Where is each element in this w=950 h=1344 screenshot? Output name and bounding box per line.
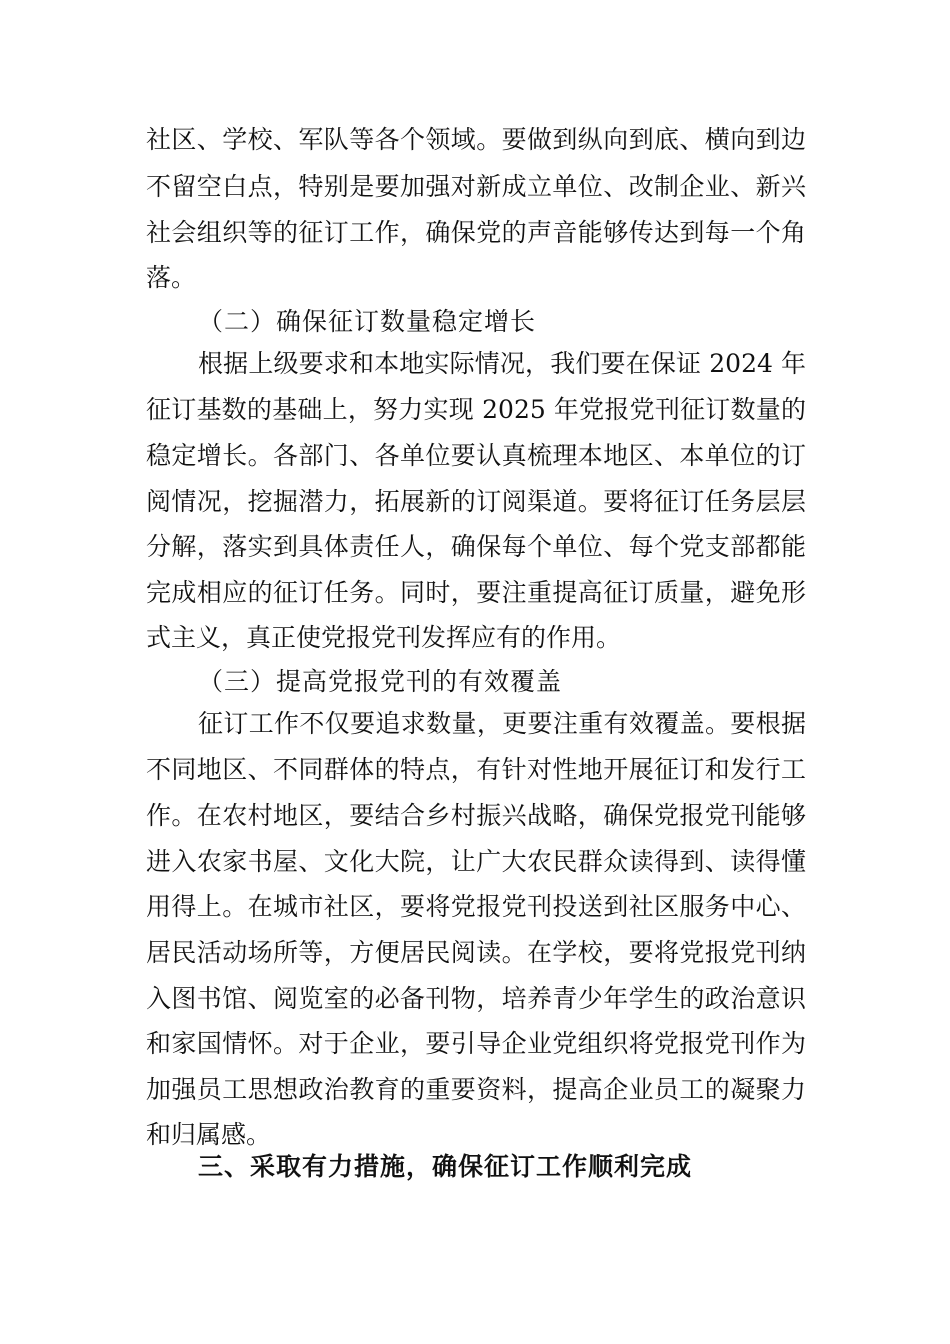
paragraph-line: 完成相应的征订任务。同时，要注重提高征订质量，避免形	[146, 578, 806, 607]
paragraph-line: 稳定增长。各部门、各单位要认真梳理本地区、本单位的订	[146, 441, 806, 470]
paragraph-line: 式主义，真正使党报党刊发挥应有的作用。	[146, 623, 622, 652]
paragraph-line: 征订基数的基础上，努力实现 2025 年党报党刊征订数量的	[146, 395, 806, 424]
paragraph-line: 不同地区、不同群体的特点，有针对性地开展征订和发行工	[146, 755, 806, 784]
paragraph-line: 加强员工思想政治教育的重要资料，提高企业员工的凝聚力	[146, 1075, 806, 1104]
paragraph-line: 用得上。在城市社区，要将党报党刊投送到社区服务中心、	[146, 892, 806, 921]
paragraph-line: 根据上级要求和本地实际情况，我们要在保证 2024 年	[198, 349, 806, 378]
paragraph-line: 和家国情怀。对于企业，要引导企业党组织将党报党刊作为	[146, 1029, 806, 1058]
paragraph-line: 社区、学校、军队等各个领域。要做到纵向到底、横向到边	[146, 125, 806, 154]
subheading-three: （三）提高党报党刊的有效覆盖	[198, 667, 563, 696]
paragraph-line: 进入农家书屋、文化大院，让广大农民群众读得到、读得懂	[146, 847, 806, 876]
paragraph-line: 征订工作不仅要追求数量，更要注重有效覆盖。要根据	[198, 709, 806, 738]
paragraph-line: 社会组织等的征订工作，确保党的声音能够传达到每一个角	[146, 218, 806, 247]
paragraph-line: 阅情况，挖掘潜力，拓展新的订阅渠道。要将征订任务层层	[146, 487, 806, 516]
paragraph-line: 落。	[146, 263, 197, 292]
paragraph-line: 入图书馆、阅览室的必备刊物，培养青少年学生的政治意识	[146, 984, 806, 1013]
paragraph-line: 分解，落实到具体责任人，确保每个单位、每个党支部都能	[146, 532, 806, 561]
paragraph-line: 和归属感。	[146, 1120, 272, 1149]
subheading-two: （二）确保征订数量稳定增长	[198, 307, 537, 336]
paragraph-line: 居民活动场所等，方便居民阅读。在学校，要将党报党刊纳	[146, 938, 806, 967]
section-heading: 三、采取有力措施，确保征订工作顺利完成	[198, 1152, 693, 1181]
paragraph-line: 作。在农村地区，要结合乡村振兴战略，确保党报党刊能够	[146, 801, 806, 830]
paragraph-line: 不留空白点，特别是要加强对新成立单位、改制企业、新兴	[146, 172, 806, 201]
